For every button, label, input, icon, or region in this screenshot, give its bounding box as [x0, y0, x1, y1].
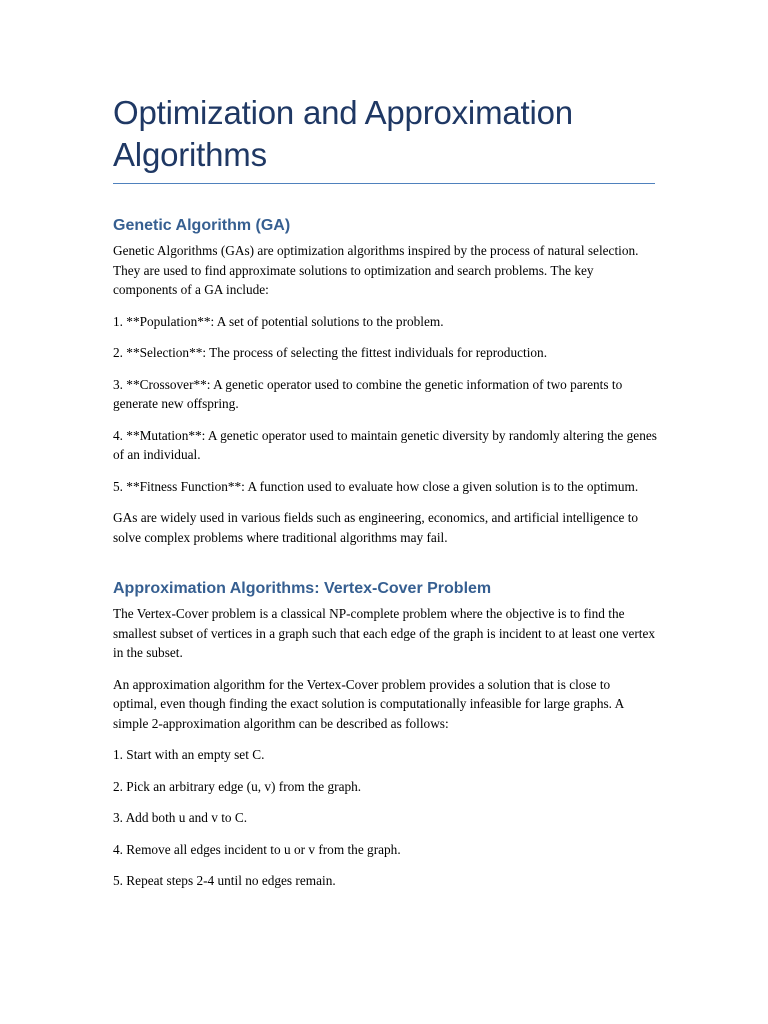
list-item: 2. Pick an arbitrary edge (u, v) from the graph. [113, 778, 362, 794]
list-item: 3. **Crossover**: A genetic operator used to combine the genetic information of two parents to generate new offspring. [113, 376, 623, 411]
page-title: Optimization and Approximation Algorithms [113, 94, 573, 173]
list-item: 5. **Fitness Function**: A function used to evaluate how close a given solution is to the optimum. [113, 478, 639, 494]
list-item: 1. Start with an empty set C. [113, 747, 265, 762]
list-item: 5. Repeat steps 2-4 until no edges remain. [113, 873, 336, 888]
paragraph: An approximation algorithm for the Vertex-Cover problem provides a solution that is close to optimal, even though finding the exact solution is computationally infeasible for large graphs. A simple 2-approximation algorithm can be described as follows: [113, 676, 624, 731]
list-item: 4. Remove all edges incident to u or v from the graph. [113, 841, 401, 857]
section-genetic-algorithm [113, 216, 657, 547]
section-heading: Genetic Algorithm (GA) [113, 217, 291, 234]
section-vertex-cover [113, 579, 657, 891]
section-heading: Approximation Algorithms: Vertex-Cover Problem [113, 580, 492, 597]
list-item: 3. Add both u and v to C. [113, 810, 248, 825]
title-underline [113, 183, 655, 184]
list-item: 4. **Mutation**: A genetic operator used to maintain genetic diversity by randomly altering the genes of an individual. [113, 427, 657, 462]
list-item: 1. **Population**: A set of potential solutions to the problem. [113, 313, 444, 329]
list-item: 2. **Selection**: The process of selecting the fittest individuals for reproduction. [113, 345, 548, 360]
paragraph: GAs are widely used in various fields such as engineering, economics, and artificial intelligence to solve complex problems where traditional algorithms may fail. [113, 510, 639, 545]
paragraph: The Vertex-Cover problem is a classical NP-complete problem where the objective is to find the smallest subset of vertices in a graph such that each edge of the graph is incident to at least one vertex in the subset. [113, 606, 656, 660]
document-page [113, 92, 657, 891]
paragraph: Genetic Algorithms (GAs) are optimization algorithms inspired by the process of natural selection. They are used to find approximate solutions to optimization and search problems. The key components of a GA include: [113, 243, 639, 297]
